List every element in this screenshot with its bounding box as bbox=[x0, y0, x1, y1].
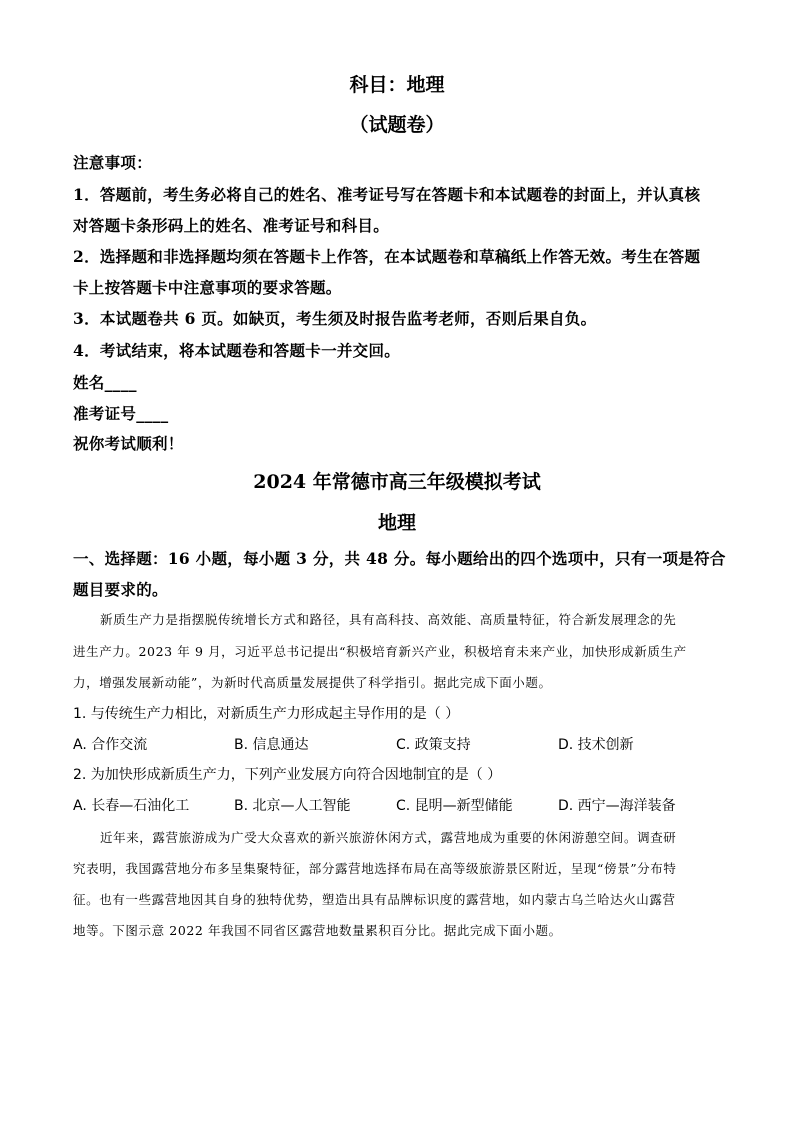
notice-item-2-line-2: 卡上按答题卡中注意事项的要求答题。 bbox=[73, 278, 342, 297]
notice-item-3: 3．本试题卷共 6 页。如缺页，考生须及时报告监考老师，否则后果自负。 bbox=[73, 309, 597, 328]
passage-1-line-1: 新质生产力是指摆脱传统增长方式和路径，具有高科技、高效能、高质量特征，符合新发展理念的先 bbox=[100, 612, 677, 627]
passage-2-line-2: 究表明，我国露营地分布多呈集聚特征，部分露营地选择布局在高等级旅游景区附近，呈现“傍景”分布特 bbox=[73, 861, 677, 876]
good-luck-text: 祝你考试顺利！ bbox=[73, 434, 184, 453]
question-2-option-a[interactable]: A. 长春—石油化工 bbox=[73, 798, 190, 814]
question-1-option-c[interactable]: C. 政策支持 bbox=[396, 737, 471, 753]
passage-1-line-2: 进生产力。2023 年 9 月，习近平总书记提出“积极培育新兴产业，积极培育未来产业，加快形成新质生产 bbox=[73, 644, 687, 659]
section-1-heading-line-1: 一、选择题：16 小题，每小题 3 分，共 48 分。每小题给出的四个选项中，只有一项是符合 bbox=[73, 549, 726, 568]
exam-subject: 地理 bbox=[377, 512, 416, 534]
question-1-option-a[interactable]: A. 合作交流 bbox=[73, 737, 148, 753]
question-1-option-b[interactable]: B. 信息通达 bbox=[234, 737, 309, 753]
section-1-heading-line-2: 题目要求的。 bbox=[73, 580, 168, 599]
passage-2-line-3: 征。也有一些露营地因其自身的独特优势，塑造出具有品牌标识度的露营地，如内蒙古乌兰哈达火山露营 bbox=[73, 892, 676, 907]
ticket-number-field: 准考证号____ bbox=[73, 404, 169, 423]
notice-item-1-line-1: 1．答题前，考生务必将自己的姓名、准考证号写在答题卡和本试题卷的封面上，并认真核 bbox=[73, 185, 701, 204]
passage-2-line-4: 地等。下图示意 2022 年我国不同省区露营地数量累积百分比。据此完成下面小题。 bbox=[73, 923, 562, 938]
exam-title: 2024 年常德市高三年级模拟考试 bbox=[253, 471, 541, 493]
notice-item-1-line-2: 对答题卡条形码上的姓名、准考证号和科目。 bbox=[73, 216, 390, 235]
notice-item-4: 4．考试结束，将本试题卷和答题卡一并交回。 bbox=[73, 341, 401, 360]
name-field: 姓名____ bbox=[73, 373, 137, 392]
question-1-option-d[interactable]: D. 技术创新 bbox=[558, 737, 634, 753]
question-2-option-b[interactable]: B. 北京—人工智能 bbox=[234, 798, 351, 814]
volume-title: （试题卷） bbox=[349, 114, 445, 136]
notice-heading: 注意事项： bbox=[73, 153, 153, 172]
notice-item-2-line-1: 2．选择题和非选择题均须在答题卡上作答，在本试题卷和草稿纸上作答无效。考生在答题 bbox=[73, 247, 701, 266]
passage-2-line-1: 近年来，露营旅游成为广受大众喜欢的新兴旅游休闲方式，露营地成为重要的休闲游憩空间。调查研 bbox=[100, 830, 677, 845]
question-2-option-d[interactable]: D. 西宁—海洋装备 bbox=[558, 798, 676, 814]
passage-1-line-3: 力，增强发展新动能”，为新时代高质量发展提供了科学指引。据此完成下面小题。 bbox=[73, 675, 552, 690]
subject-title: 科目：地理 bbox=[349, 74, 445, 96]
question-2-option-c[interactable]: C. 昆明—新型储能 bbox=[396, 798, 513, 814]
question-1-stem: 1. 与传统生产力相比，对新质生产力形成起主导作用的是（ ） bbox=[73, 706, 460, 722]
question-2-stem: 2. 为加快形成新质生产力，下列产业发展方向符合因地制宜的是（ ） bbox=[73, 767, 502, 783]
